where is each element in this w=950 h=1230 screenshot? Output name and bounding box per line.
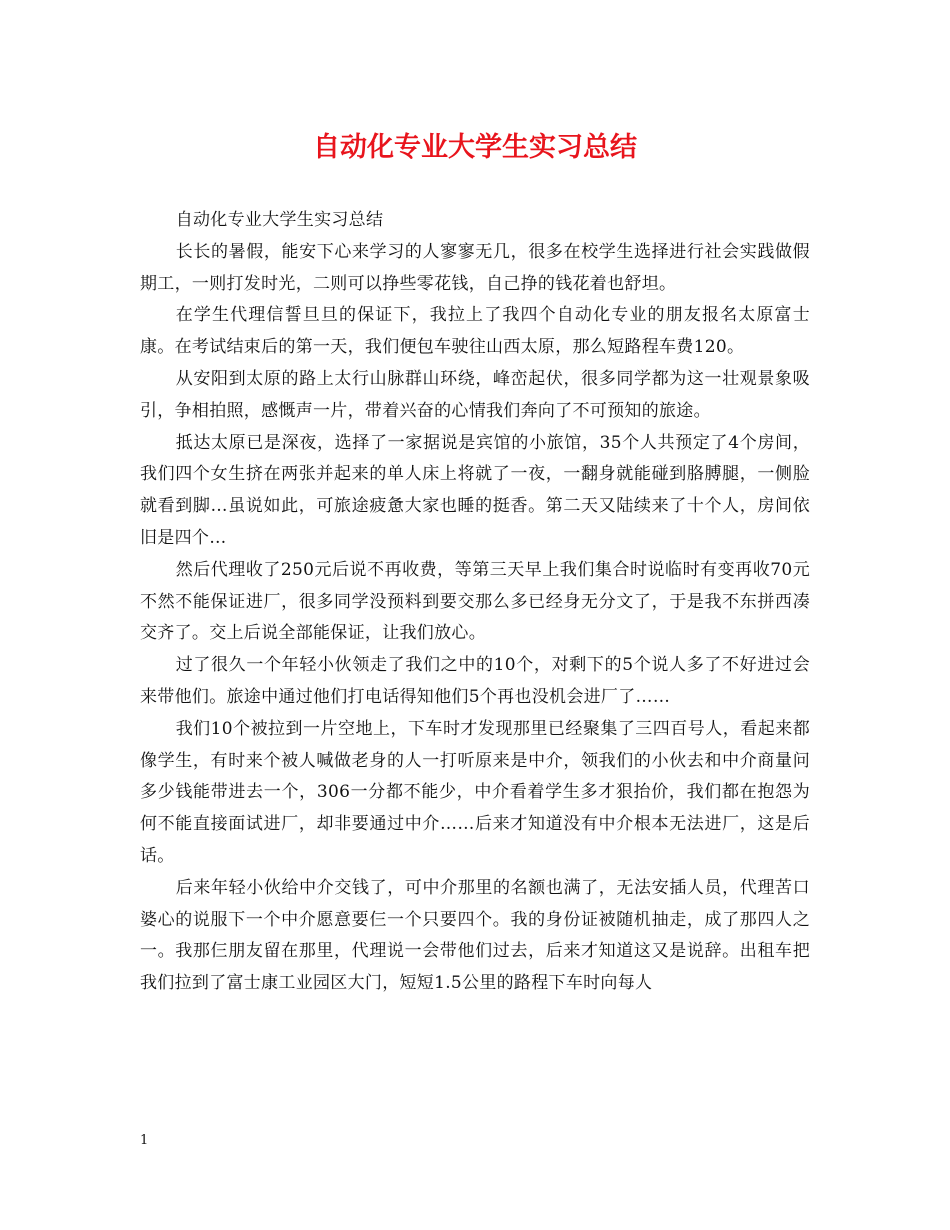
paragraph: 后来年轻小伙给中介交钱了，可中介那里的名额也满了，无法安插人员，代理苦口婆心的说服下一个中介愿意要仨一个只要四个。我的身份证被随机抽走，成了那四人之一。我那仨朋友留在那里，代理说一会带他们过去，后来才知道这又是说辞。出租车把我们拉到了富士康工业园区大门，短短1.5公里的路程下车时向每人 bbox=[140, 877, 810, 994]
paragraph: 抵达太原已是深夜，选择了一家据说是宾馆的小旅馆，35个人共预定了4个房间，我们四个女生挤在两张并起来的单人床上将就了一夜，一翻身就能碰到胳膊腿，一侧脸就看到脚…虽说如此，可旅途疲惫大家也睡的挺香。第二天又陆续来了十个人，房间依旧是四个… bbox=[140, 432, 810, 548]
paragraph: 我们10个被拉到一片空地上，下车时才发现那里已经聚集了三四百号人，看起来都像学生，有时来个被人喊做老身的人一打听原来是中介，领我们的小伙去和中介商量问多少钱能带进去一个，306一分都不能少，中介看着学生多才狠抬价，我们都在抱怨为何不能直接面试进厂，却非要通过中介……后来才知道没有中介根本无法进厂，这是后话。 bbox=[140, 718, 810, 866]
paragraph: 从安阳到太原的路上太行山脉群山环绕，峰峦起伏，很多同学都为这一壮观景象吸引，争相拍照，感慨声一片，带着兴奋的心情我们奔向了不可预知的旅途。 bbox=[140, 368, 810, 421]
document-title: 自动化专业大学生实习总结 bbox=[313, 132, 637, 163]
page-number: 1 bbox=[140, 1133, 149, 1148]
paragraph: 长长的暑假，能安下心来学习的人寥寥无几，很多在校学生选择进行社会实践做假期工，一则打发时光，二则可以挣些零花钱，自己挣的钱花着也舒坦。 bbox=[140, 241, 810, 294]
paragraph: 过了很久一个年轻小伙领走了我们之中的10个，对剩下的5个说人多了不好进过会来带他们。旅途中通过他们打电话得知他们5个再也没机会进厂了…… bbox=[140, 655, 810, 707]
paragraph: 在学生代理信誓旦旦的保证下，我拉上了我四个自动化专业的朋友报名太原富士康。在考试结束后的第一天，我们便包车驶往山西太原，那么短路程车费120。 bbox=[140, 305, 810, 358]
document-body bbox=[140, 205, 810, 1000]
paragraph: 然后代理收了250元后说不再收费，等第三天早上我们集合时说临时有变再收70元不然不能保证进厂，很多同学没预料到要交那么多已经身无分文了，于是我不东拼西凑交齐了。交上后说全部能保证，让我们放心。 bbox=[140, 559, 810, 644]
paragraph-subtitle: 自动化专业大学生实习总结 bbox=[175, 210, 384, 230]
